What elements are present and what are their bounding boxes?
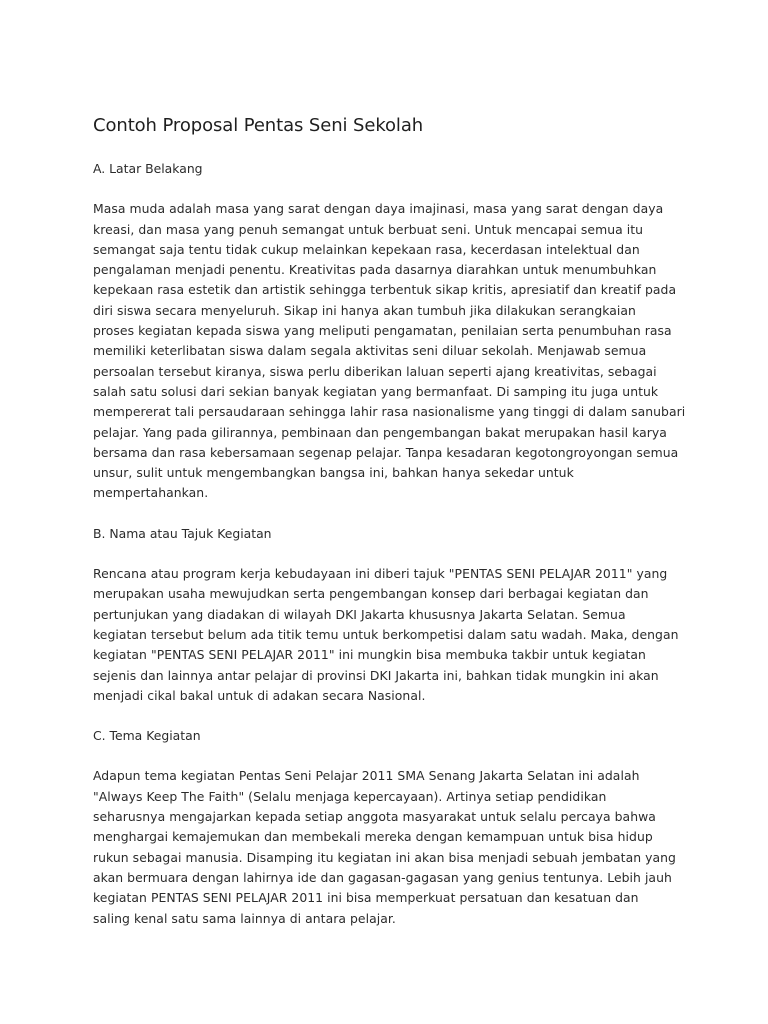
paragraph-line: akan bermuara dengan lahirnya ide dan gagasan-gagasan yang genius tentunya. Lebih jauh — [93, 869, 672, 885]
paragraph-line: kegiatan PENTAS SENI PELAJAR 2011 ini bisa memperkuat persatuan dan kesatuan dan — [93, 890, 639, 906]
paragraph-line: kegiatan tersebut belum ada titik temu untuk berkompetisi dalam satu wadah. Maka, dengan — [93, 626, 679, 642]
paragraph-line: "Always Keep The Faith" (Selalu menjaga kepercayaan). Artinya setiap pendidikan — [93, 788, 607, 804]
paragraph-line: mempertahankan. — [93, 485, 209, 501]
paragraph-line: salah satu solusi dari sekian banyak kegiatan yang bermanfaat. Di samping itu juga untuk — [93, 383, 659, 399]
section-heading: C. Tema Kegiatan — [93, 728, 201, 744]
paragraph-line: pelajar. Yang pada gilirannya, pembinaan dan pengembangan bakat merupakan hasil karya — [93, 424, 667, 440]
paragraph-line: menghargai kemajemukan dan membekali mereka dengan kemampuan untuk bisa hidup — [93, 829, 653, 845]
paragraph-line: menjadi cikal bakal untuk di adakan secara Nasional. — [93, 687, 426, 703]
paragraph-line: Rencana atau program kerja kebudayaan ini diberi tajuk "PENTAS SENI PELAJAR 2011" yang — [93, 566, 668, 582]
paragraph-line: proses kegiatan kepada siswa yang meliputi pengamatan, penilaian serta penumbuhan rasa — [93, 323, 672, 339]
paragraph-line: saling kenal satu sama lainnya di antara pelajar. — [93, 910, 396, 926]
paragraph-line: unsur, sulit untuk mengembangkan bangsa ini, bahkan hanya sekedar untuk — [93, 465, 574, 481]
paragraph-line: memiliki keterlibatan siswa dalam segala aktivitas seni diluar sekolah. Menjawab semua — [93, 343, 647, 359]
section-paragraph — [93, 766, 678, 928]
paragraph-line: kepekaan rasa estetik dan artistik sehingga terbentuk sikap kritis, apresiatif dan kreatif pada — [93, 282, 677, 298]
paragraph-line: semangat saja tentu tidak cukup melainkan kepekaan rasa, kecerdasan intelektual dan — [93, 241, 640, 257]
paragraph-line: seharusnya mengajarkan kepada setiap anggota masyarakat untuk selalu percaya bahwa — [93, 809, 656, 825]
paragraph-line: Adapun tema kegiatan Pentas Seni Pelajar 2011 SMA Senang Jakarta Selatan ini adalah — [93, 768, 640, 784]
paragraph-line: mempererat tali persaudaraan sehingga lahir rasa nasionalisme yang tinggi di dalam sanubari — [93, 404, 686, 420]
paragraph-line: merupakan usaha mewujudkan serta pengembangan konsep dari berbagai kegiatan dan — [93, 586, 649, 602]
section-heading: A. Latar Belakang — [93, 161, 203, 176]
paragraph-line: pertunjukan yang diadakan di wilayah DKI Jakarta khususnya Jakarta Selatan. Semua — [93, 606, 626, 622]
paragraph-line: Masa muda adalah masa yang sarat dengan daya imajinasi, masa yang sarat dengan daya — [93, 201, 664, 217]
paragraph-line: pengalaman menjadi penentu. Kreativitas pada dasarnya diarahkan untuk menumbuhkan — [93, 262, 657, 278]
paragraph-line: sejenis dan lainnya antar pelajar di provinsi DKI Jakarta ini, bahkan tidak mungkin ini akan — [93, 667, 659, 683]
document-title: Contoh Proposal Pentas Seni Sekolah — [93, 115, 424, 136]
section-nama-kegiatan — [93, 524, 678, 706]
document-page — [93, 112, 686, 949]
paragraph-line: diri siswa secara menyeluruh. Sikap ini hanya akan tumbuh jika dilakukan serangkaian — [93, 302, 636, 318]
section-paragraph — [93, 564, 678, 706]
paragraph-line: kreasi, dan masa yang penuh semangat untuk berbuat seni. Untuk mencapai semua itu — [93, 221, 644, 237]
section-tema-kegiatan — [93, 726, 678, 929]
paragraph-line: bersama dan rasa kebersamaan segenap pelajar. Tanpa kesadaran kegotongroyongan semua — [93, 444, 679, 460]
paragraph-line: kegiatan "PENTAS SENI PELAJAR 2011" ini mungkin bisa membuka takbir untuk kegiatan — [93, 647, 646, 663]
section-paragraph — [93, 199, 686, 503]
section-heading: B. Nama atau Tajuk Kegiatan — [93, 525, 272, 541]
paragraph-line: persoalan tersebut kiranya, siswa perlu diberikan laluan seperti ajang kreativitas, sebagai — [93, 363, 657, 379]
paragraph-line: rukun sebagai manusia. Disamping itu kegiatan ini akan bisa menjadi sebuah jembatan yang — [93, 849, 676, 865]
section-latar-belakang — [93, 159, 686, 504]
